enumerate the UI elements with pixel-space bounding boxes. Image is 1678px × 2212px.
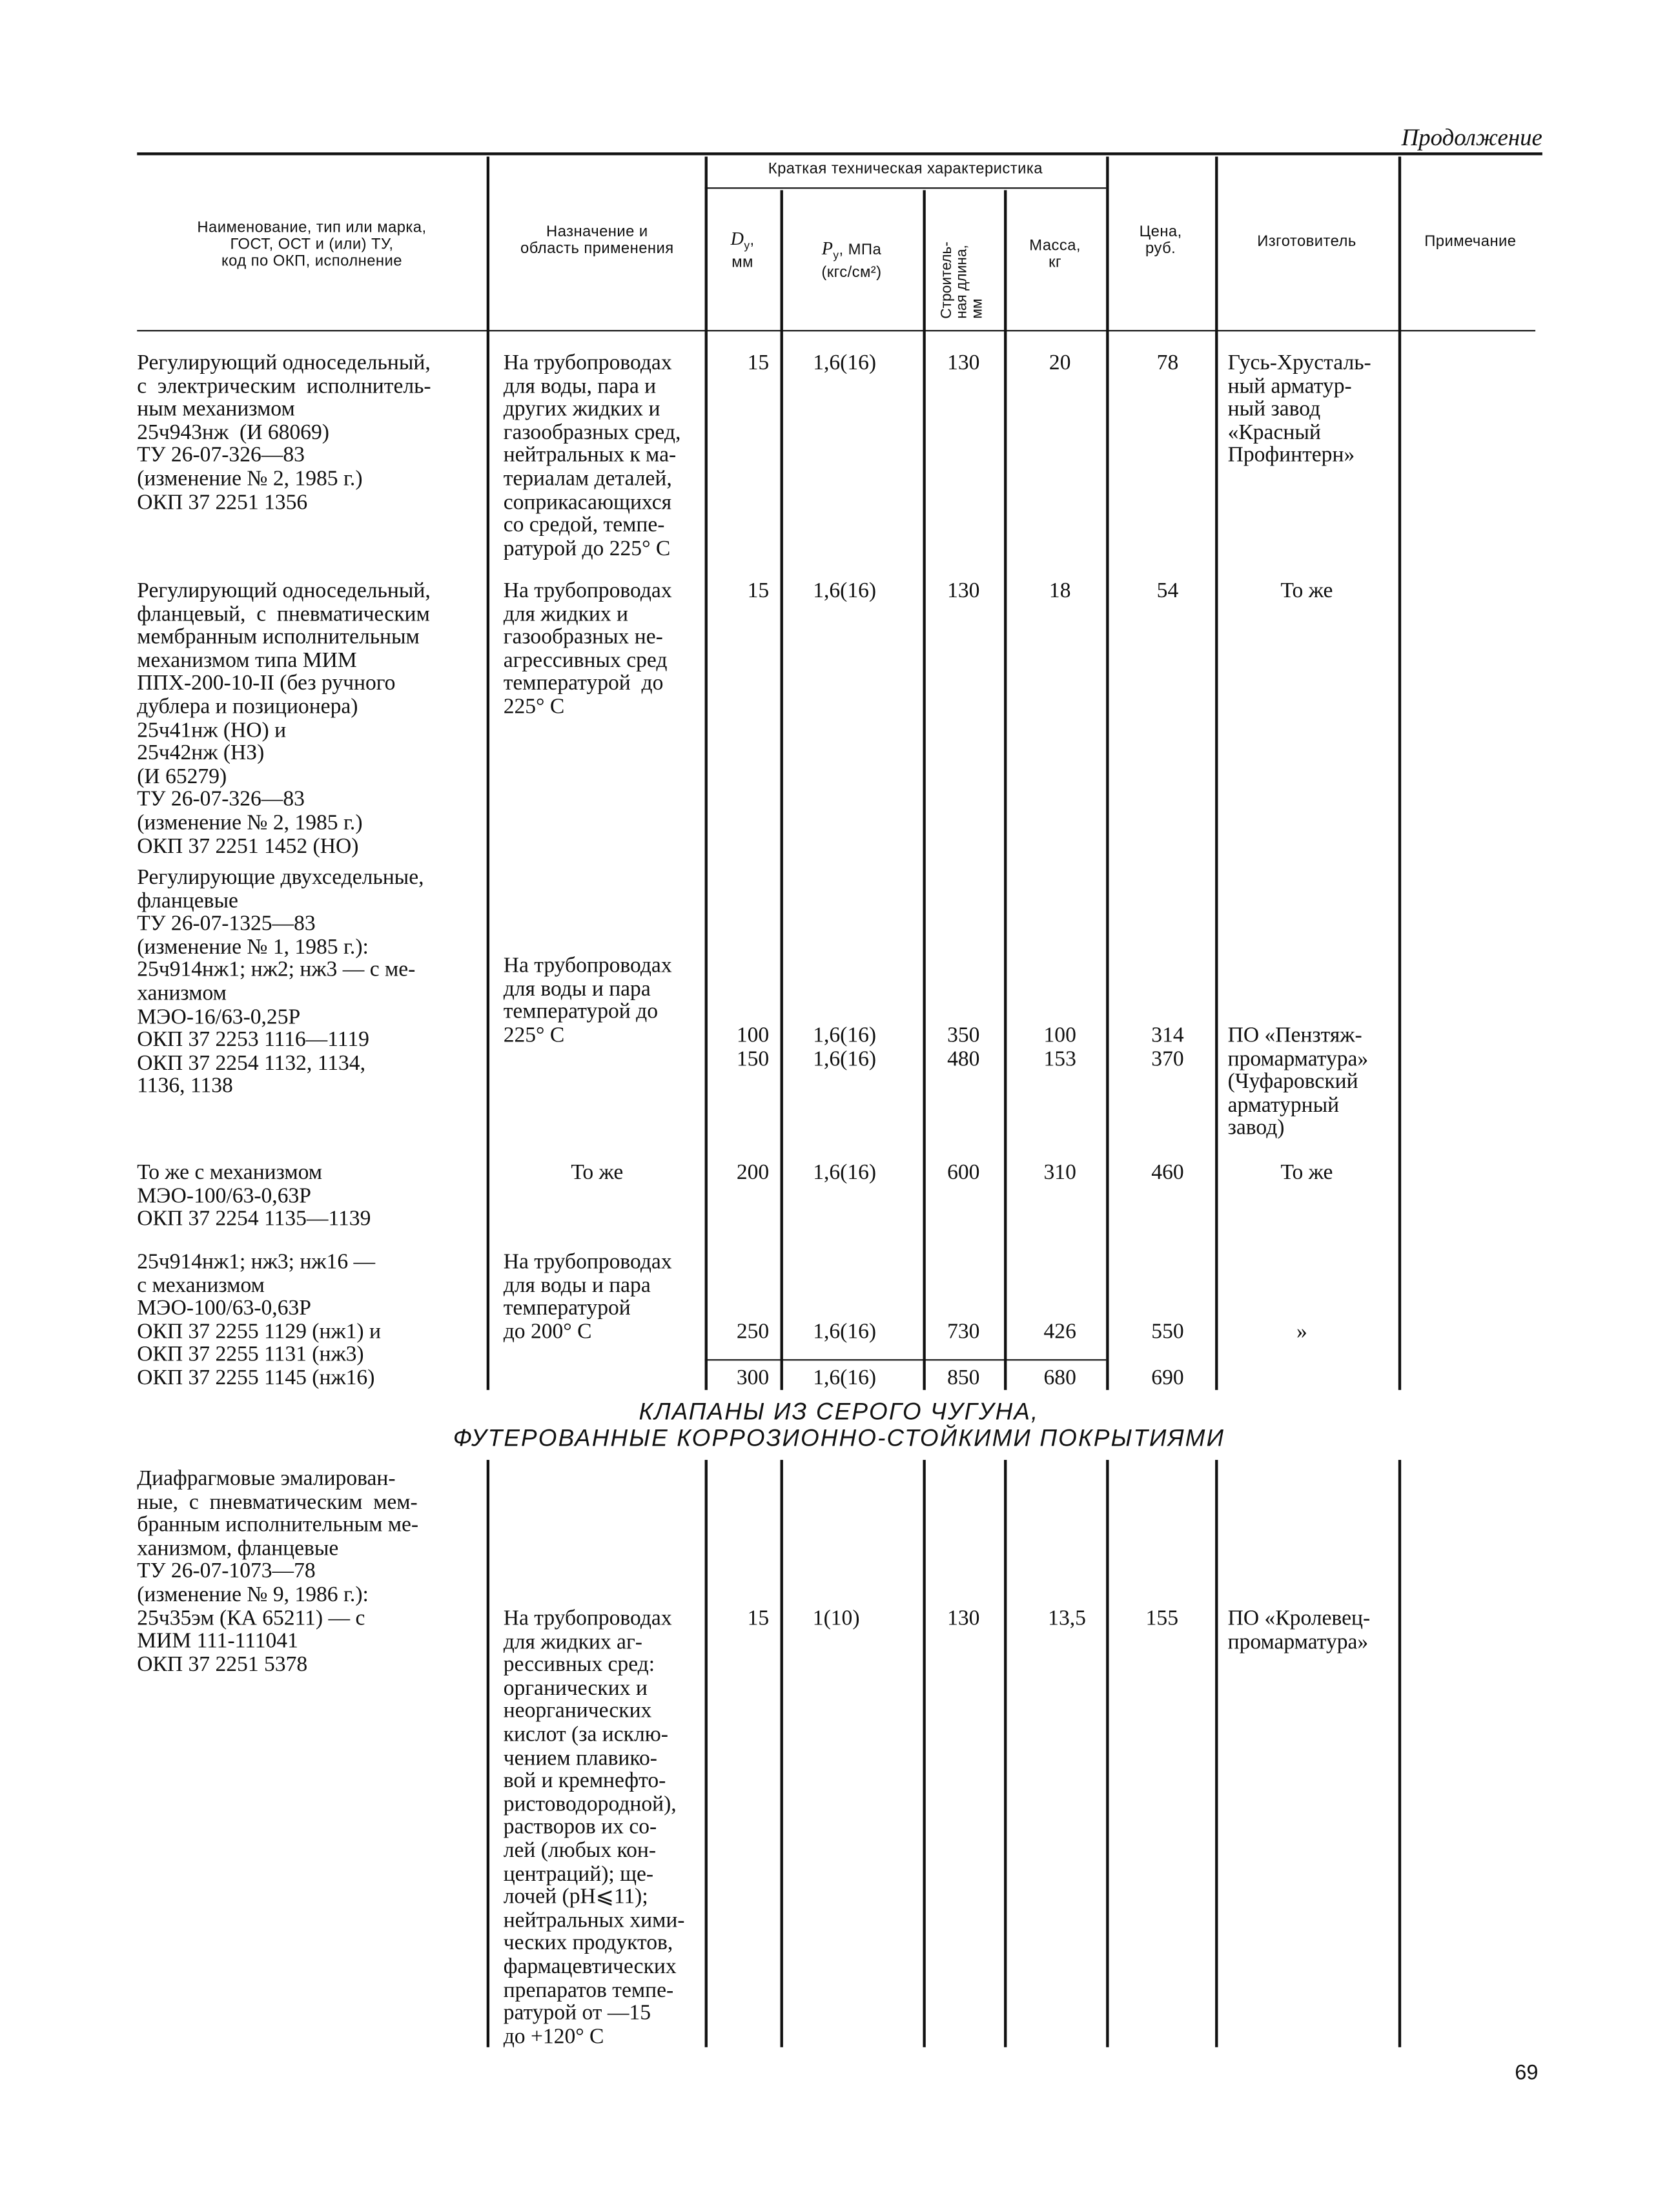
row-2-maker: То же (1280, 579, 1333, 603)
row-1-dn: 15 (747, 351, 770, 375)
row-5b-length: 850 (947, 1366, 980, 1390)
row-4-maker: То же (1280, 1160, 1333, 1185)
section-row-1-name: Диафрагмовые эмалирован- ные, с пневматическим мем- бранным исполнительным ме- ханизмом, фланцевые ТУ 26-07-1073—78 (изменение № 9, 1986 г.): 25ч35эм (КА 65211) — с МИМ 111-111041 ОКП 37 2251 5378 (137, 1466, 419, 1677)
header-length: Строитель- ная длина, мм (938, 241, 986, 319)
row-2-purpose: На трубопроводах для жидких и газообразных не- агрессивных сред температурой до 225° С (503, 579, 672, 719)
col-divider (923, 1460, 925, 2047)
row-2-price: 54 (1156, 579, 1179, 603)
col-divider (1215, 333, 1217, 1389)
row-5b-dn: 300 (736, 1366, 770, 1390)
row-4-name: То же с механизмом МЭО-100/63-0,63Р ОКП 37 2254 1135—1139 (137, 1160, 371, 1231)
row-5-dn: 250 (736, 1320, 770, 1344)
sub-row-rule (705, 1359, 1107, 1360)
row-1-price: 78 (1156, 351, 1179, 375)
row-3-purpose: На трубопроводах для воды и пара температурой до 225° С (503, 954, 672, 1047)
col-divider (1398, 1460, 1400, 2047)
row-1-mass: 20 (1049, 351, 1071, 375)
section-row-1-price: 155 (1145, 1606, 1178, 1631)
header-maker: Изготовитель (1257, 233, 1356, 251)
col-divider (1398, 333, 1400, 1389)
col-divider (705, 1460, 707, 2047)
row-5-length: 730 (947, 1320, 980, 1344)
row-1-length: 130 (947, 351, 980, 375)
row-5-pn: 1,6(16) (813, 1320, 877, 1344)
section-row-1-purpose: На трубопроводах для жидких аг- рессивных сред: органических и неорганических кислот (за исклю- чением плавико- вой и кремнефто- ристоводородной), растворов их со- лей (любых кон- центраций); ще- лочей (pH⩽11); нейтральных хими- ческих продуктов, фармацевтических препаратов темпе- ратурой от —15 до +120° С (503, 1606, 685, 2049)
page-number: 69 (1515, 2061, 1539, 2085)
header-mass: Масса, кг (1029, 238, 1081, 272)
header-bottom-rule (137, 330, 1535, 331)
row-1-pn: 1,6(16) (813, 351, 877, 375)
row-4-purpose: То же (571, 1160, 624, 1185)
row-2-length: 130 (947, 579, 980, 603)
col-divider (1004, 1460, 1006, 2047)
row-5-purpose: На трубопроводах для воды и пара температурой до 200° С (503, 1250, 672, 1344)
section-row-1-length: 130 (947, 1606, 980, 1631)
row-2-pn: 1,6(16) (813, 579, 877, 603)
row-3-name: Регулирующие двухседельные, фланцевые ТУ 26-07-1325—83 (изменение № 1, 1985 г.): 25ч914нж1; нж2; нж3 — с ме- ханизмом МЭО-16/63-0,25Р ОКП 37 2253 1116—1119 ОКП 37 2254 1132, 1134, 1136, 1138 (137, 865, 424, 1098)
col-divider (781, 333, 783, 1389)
header-dn: $D_у$, мм (730, 228, 755, 272)
section-row-1-maker: ПО «Кролевец- промарматура» (1227, 1606, 1371, 1654)
row-4-length: 600 (947, 1160, 980, 1185)
row-1-name: Регулирующий односедельный, с электрическим исполнитель- ным механизмом 25ч943нж (И 68069) ТУ 26-07-326—83 (изменение № 2, 1985 г.) ОКП 37 2251 1356 (137, 351, 431, 515)
col-divider (487, 333, 489, 1389)
row-3-dn: 100 150 (736, 1023, 770, 1071)
row-4-dn: 200 (736, 1160, 770, 1185)
row-2-dn: 15 (747, 579, 770, 603)
row-4-mass: 310 (1043, 1160, 1076, 1185)
row-5b-price: 690 (1151, 1366, 1184, 1390)
row-4-price: 460 (1151, 1160, 1184, 1185)
header-tech-group: Краткая техническая характеристика (768, 161, 1043, 178)
row-5-price: 550 (1151, 1320, 1184, 1344)
row-3-length: 350 480 (947, 1023, 980, 1071)
col-divider (1106, 1460, 1108, 2047)
row-5-maker: » (1296, 1320, 1307, 1344)
row-2-name: Регулирующий односедельный, фланцевый, с пневматическим мембранным исполнительным механизмом типа МИМ ППХ-200-10-II (без ручного дублера и позиционера) 25ч41нж (НО) и 25ч42нж (НЗ) (И 65279) ТУ 26-07-326—83 (изменение № 2, 1985 г.) ОКП 37 2251 1452 (НО) (137, 579, 431, 858)
section-row-1-mass: 13,5 (1048, 1606, 1086, 1631)
col-divider (923, 190, 925, 333)
row-3-pn: 1,6(16) 1,6(16) (813, 1023, 877, 1071)
table-top-rule (137, 152, 1542, 154)
col-divider (1106, 333, 1108, 1389)
section-row-1-pn: 1(10) (812, 1606, 860, 1631)
col-divider (705, 333, 707, 1389)
row-5-mass: 426 (1043, 1320, 1076, 1344)
header-price: Цена, руб. (1139, 223, 1182, 258)
row-1-purpose: На трубопроводах для воды, пара и других жидких и газообразных сред, нейтральных к ма- териалам деталей, соприкасающихся со средой, темпе- ратурой до 225° С (503, 351, 681, 560)
header-pn: $P_у$, МПа (кгс/см²) (821, 238, 882, 282)
row-3-price: 314 370 (1151, 1023, 1184, 1071)
col-divider (487, 1460, 489, 2047)
row-2-mass: 18 (1049, 579, 1071, 603)
section-title: КЛАПАНЫ ИЗ СЕРОГО ЧУГУНА, ФУТЕРОВАННЫЕ КОРРОЗИОННО-СТОЙКИМИ ПОКРЫТИЯМИ (453, 1398, 1225, 1452)
row-5b-mass: 680 (1043, 1366, 1076, 1390)
col-divider (923, 333, 925, 1389)
header-name: Наименование, тип или марка, ГОСТ, ОСТ и (или) ТУ, код по ОКП, исполнение (197, 220, 427, 271)
header-note: Примечание (1424, 233, 1517, 251)
header-purpose: Назначение и область применения (520, 223, 674, 258)
section-row-1-dn: 15 (747, 1606, 770, 1631)
row-5-name: 25ч914нж1; нж3; нж16 — с механизмом МЭО-100/63-0,63Р ОКП 37 2255 1129 (нж1) и ОКП 37 2255 1131 (нж3) ОКП 37 2255 1145 (нж16) (137, 1250, 381, 1390)
tech-group-rule (705, 187, 1107, 189)
row-3-maker: ПО «Пензтяж- промарматура» (Чуфаровский арматурный завод) (1227, 1023, 1369, 1140)
col-divider (487, 157, 489, 333)
col-divider (1215, 1460, 1217, 2047)
row-4-pn: 1,6(16) (813, 1160, 877, 1185)
col-divider (1004, 333, 1006, 1389)
row-1-maker: Гусь-Хрусталь- ный арматур- ный завод «Красный Профинтерн» (1227, 351, 1371, 468)
col-divider (781, 1460, 783, 2047)
row-5b-pn: 1,6(16) (813, 1366, 877, 1390)
continuation-label: Продолжение (1401, 124, 1542, 151)
row-3-mass: 100 153 (1043, 1023, 1076, 1071)
